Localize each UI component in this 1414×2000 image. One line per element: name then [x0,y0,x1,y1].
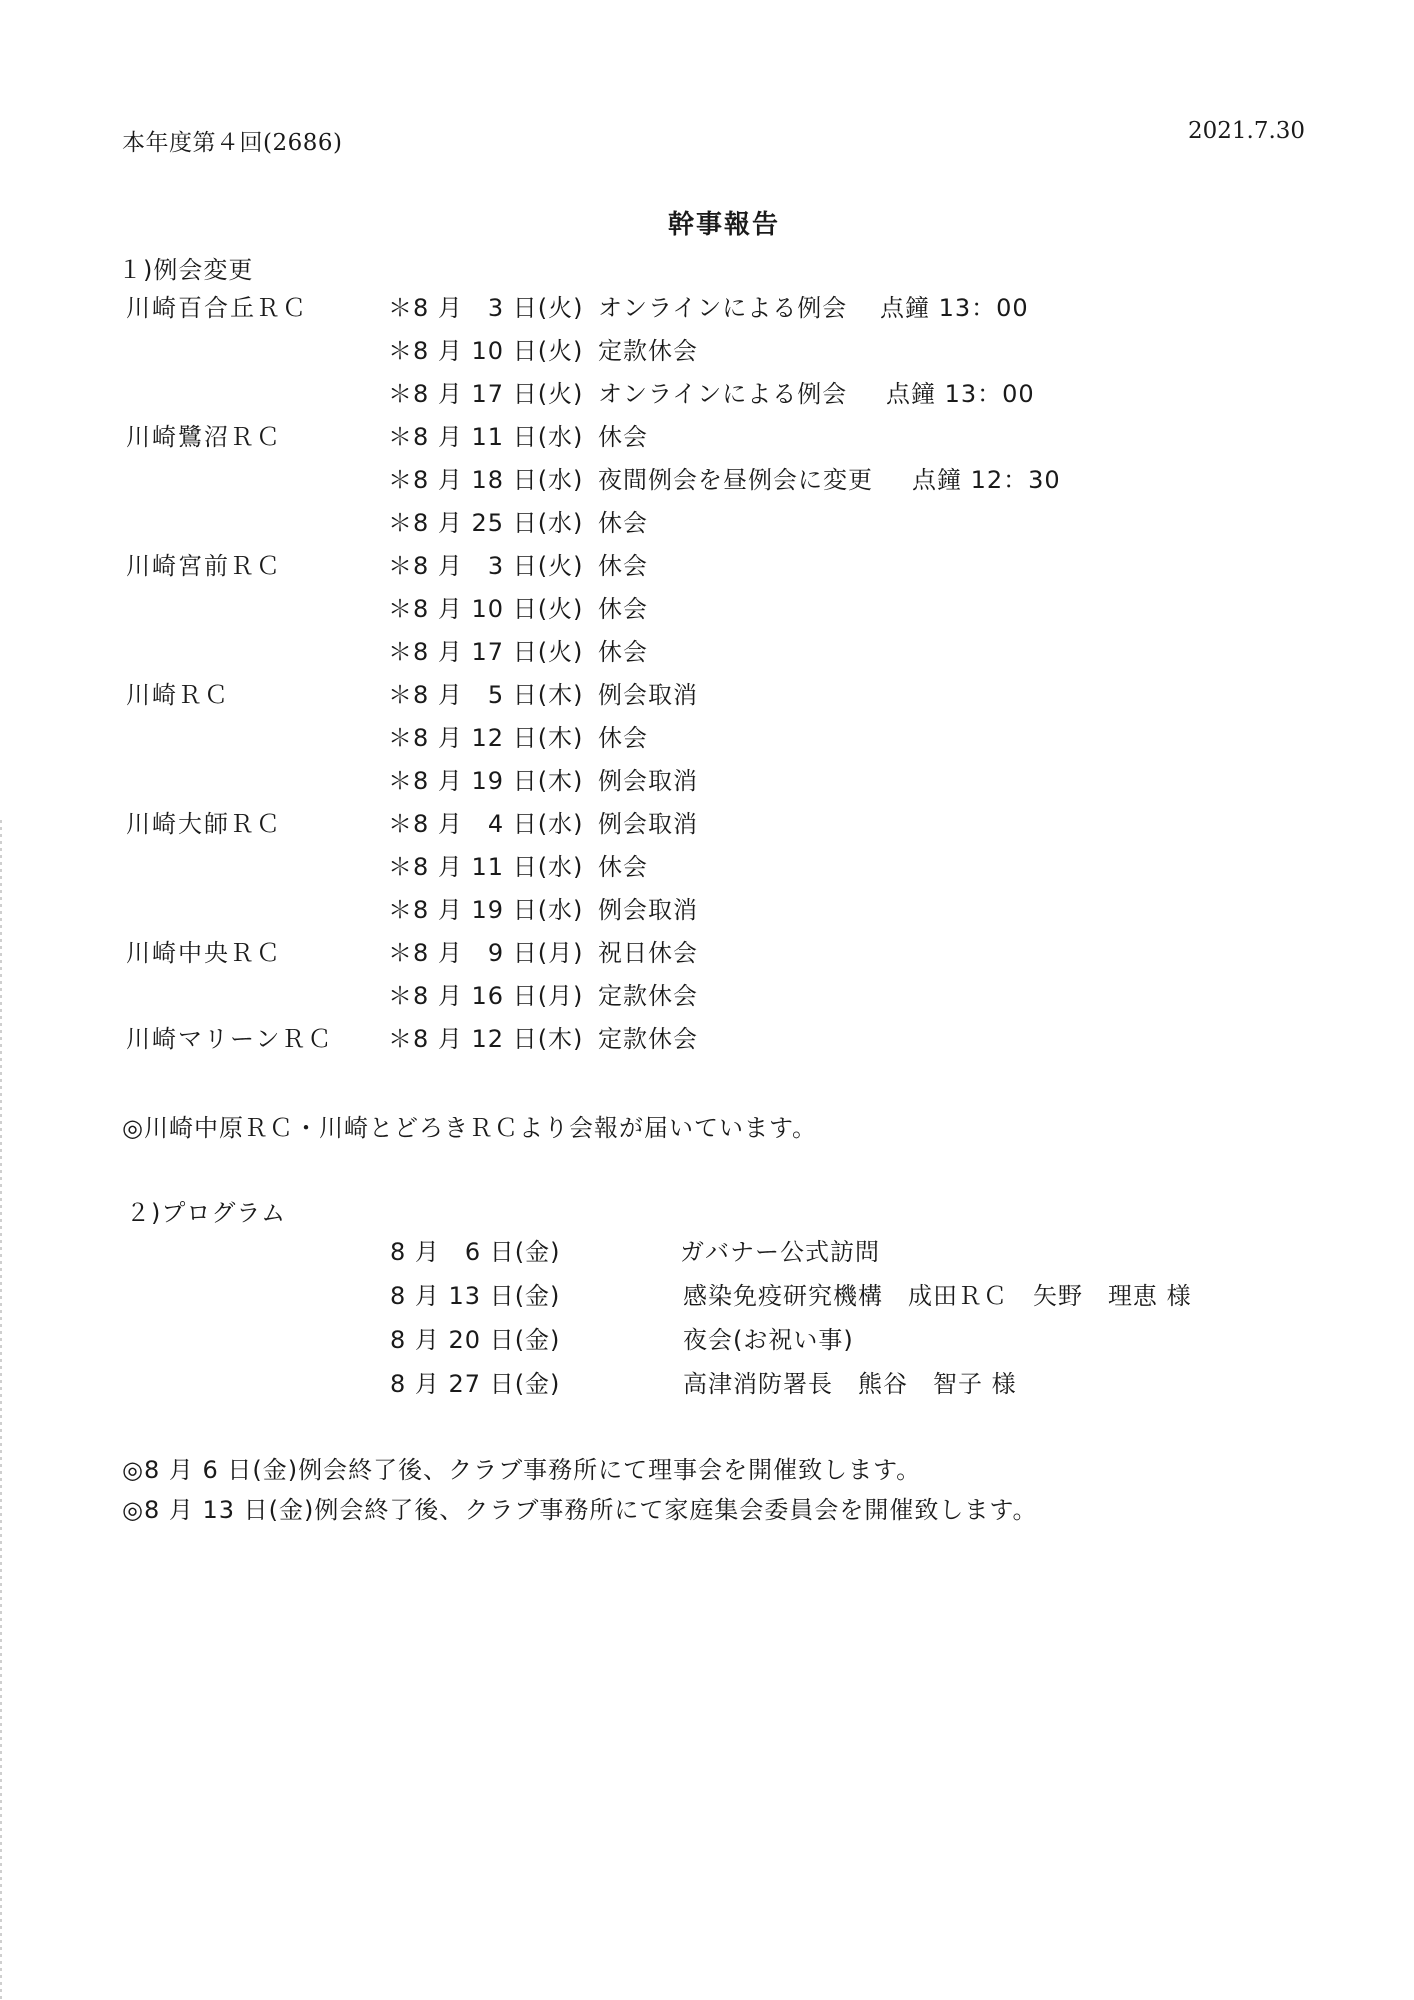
change-content: 祝日休会 [598,939,698,967]
list-item [0,546,1414,589]
change-content: 例会取消 [598,810,698,838]
list-item [0,1364,1414,1408]
change-content: 定款休会 [598,1025,698,1053]
change-content: オンラインによる例会 [598,380,848,408]
list-item [0,1232,1414,1276]
section-heading-meeting-changes: １)例会変更 [118,256,254,284]
change-content: 定款休会 [598,982,698,1010]
change-note: 点鐘 12：30 [912,466,1061,494]
change-content: 休会 [598,638,648,666]
club-name: 川崎百合丘ＲＣ [126,294,308,322]
change-date: ＊8 月 16 日(月) [388,982,584,1010]
change-content: 休会 [598,552,648,580]
list-item [0,675,1414,718]
change-date: ＊8 月 10 日(火) [388,595,584,623]
meeting-number: 本年度第４回(2686) [122,130,343,156]
change-content: 休会 [598,724,648,752]
change-content: 例会取消 [598,896,698,924]
change-content: 例会取消 [598,681,698,709]
change-note: 点鐘 13：00 [886,380,1035,408]
club-name: 川崎大師ＲＣ [126,810,282,838]
change-date: ＊8 月 12 日(木) [388,724,584,752]
report-date: 2021.7.30 [1188,118,1306,144]
list-item [0,847,1414,890]
change-content: 夜間例会を昼例会に変更 [598,466,873,494]
change-content: 休会 [598,595,648,623]
list-item [0,804,1414,847]
committee-meeting-notice: ◎8 月 13 日(金)例会終了後、クラブ事務所にて家庭集会委員会を開催致します。 [122,1496,1038,1524]
bulletin-notice: ◎川崎中原ＲＣ・川崎とどろきＲＣより会報が届いています。 [122,1114,818,1142]
change-content: 定款休会 [598,337,698,365]
change-date: ＊8 月 9 日(月) [388,939,584,967]
change-date: ＊8 月 25 日(水) [388,509,584,537]
program-item: ガバナー公式訪問 [680,1238,880,1266]
list-item [0,933,1414,976]
change-date: ＊8 月 3 日(火) [388,294,584,322]
list-item [0,374,1414,417]
list-item [0,632,1414,675]
list-item [0,1320,1414,1364]
program-item: 夜会(お祝い事) [683,1326,854,1354]
club-name: 川崎中央ＲＣ [126,939,282,967]
change-note: 点鐘 13：00 [880,294,1029,322]
program-date: 8 月 13 日(金) [390,1282,561,1310]
program-date: 8 月 6 日(金) [390,1238,561,1266]
section-heading-program: ２)プログラム [126,1199,287,1227]
change-date: ＊8 月 3 日(火) [388,552,584,580]
program-date: 8 月 20 日(金) [390,1326,561,1354]
program-item: 感染免疫研究機構 成田ＲＣ 矢野 理恵 様 [683,1282,1192,1310]
change-date: ＊8 月 4 日(水) [388,810,584,838]
list-item [0,761,1414,804]
program-list [0,1232,1414,1408]
list-item [0,417,1414,460]
meeting-changes-list [0,288,1414,1062]
list-item [0,1276,1414,1320]
list-item [0,718,1414,761]
list-item [0,460,1414,503]
change-date: ＊8 月 19 日(水) [388,896,584,924]
page-title: 幹事報告 [668,210,781,240]
list-item [0,890,1414,933]
list-item [0,976,1414,1019]
change-date: ＊8 月 11 日(水) [388,853,584,881]
change-content: 休会 [598,509,648,537]
club-name: 川崎マリーンＲＣ [126,1025,334,1053]
list-item [0,1019,1414,1062]
club-name: 川崎ＲＣ [126,681,230,709]
change-content: 休会 [598,423,648,451]
list-item [0,288,1414,331]
change-content: 休会 [598,853,648,881]
change-date: ＊8 月 5 日(木) [388,681,584,709]
program-date: 8 月 27 日(金) [390,1370,561,1398]
change-date: ＊8 月 17 日(火) [388,638,584,666]
change-date: ＊8 月 10 日(火) [388,337,584,365]
change-date: ＊8 月 17 日(火) [388,380,584,408]
change-content: 例会取消 [598,767,698,795]
list-item [0,503,1414,546]
change-date: ＊8 月 12 日(木) [388,1025,584,1053]
change-date: ＊8 月 11 日(水) [388,423,584,451]
club-name: 川崎鷺沼ＲＣ [126,423,282,451]
change-content: オンラインによる例会 [598,294,848,322]
change-date: ＊8 月 18 日(水) [388,466,584,494]
list-item [0,331,1414,374]
list-item [0,589,1414,632]
program-item: 高津消防署長 熊谷 智子 様 [683,1370,1017,1398]
change-date: ＊8 月 19 日(木) [388,767,584,795]
board-meeting-notice: ◎8 月 6 日(金)例会終了後、クラブ事務所にて理事会を開催致します。 [122,1456,922,1484]
club-name: 川崎宮前ＲＣ [126,552,282,580]
